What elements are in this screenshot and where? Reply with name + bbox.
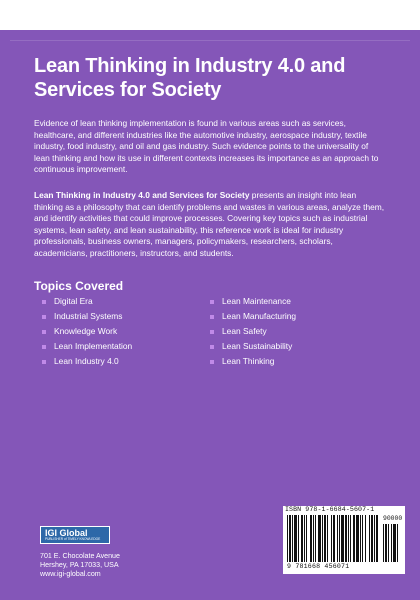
publisher-block — [40, 526, 190, 586]
topic-item-knowledge-work — [34, 324, 184, 339]
square-bullet-icon — [210, 300, 214, 304]
topic-item-industrial-systems — [34, 309, 184, 324]
topic-label: Lean Maintenance — [222, 296, 291, 306]
top-white-strip — [0, 0, 420, 30]
topic-label: Lean Sustainability — [222, 341, 293, 351]
square-bullet-icon — [42, 330, 46, 334]
description-book-title: Lean Thinking in Industry 4.0 and Services for Society — [34, 190, 250, 200]
topic-item-lean-maintenance — [202, 294, 352, 309]
square-bullet-icon — [42, 300, 46, 304]
book-title — [34, 54, 394, 102]
topic-item-digital-era — [34, 294, 184, 309]
topic-label: Digital Era — [54, 296, 93, 306]
topics-list — [34, 294, 374, 369]
square-bullet-icon — [210, 345, 214, 349]
topic-label: Lean Thinking — [222, 356, 275, 366]
square-bullet-icon — [210, 315, 214, 319]
book-title-line-2: Services for Society — [34, 79, 222, 101]
square-bullet-icon — [210, 330, 214, 334]
square-bullet-icon — [42, 360, 46, 364]
isbn-label: ISBN 978-1-6684-5607-1 — [285, 506, 375, 513]
isbn-barcode-block — [283, 506, 405, 574]
barcode-addon-icon — [383, 524, 401, 562]
square-bullet-icon — [42, 315, 46, 319]
topic-item-lean-sustainability — [202, 339, 352, 354]
topics-left-column — [34, 294, 184, 369]
topic-item-lean-industry-4-0 — [34, 354, 184, 369]
topic-label: Lean Industry 4.0 — [54, 356, 119, 366]
topic-label: Lean Safety — [222, 326, 267, 336]
barcode-digits: 9 781668 456071 — [287, 563, 350, 570]
topic-label: Knowledge Work — [54, 326, 118, 336]
topic-item-lean-implementation — [34, 339, 184, 354]
topic-label: Lean Implementation — [54, 341, 133, 351]
topic-item-lean-thinking — [202, 354, 352, 369]
topic-label: Lean Manufacturing — [222, 311, 297, 321]
square-bullet-icon — [210, 360, 214, 364]
igi-global-logo — [40, 526, 110, 544]
topic-item-lean-manufacturing — [202, 309, 352, 324]
publisher-logo-text: IGI Global — [45, 528, 88, 538]
cover-top-divider — [10, 40, 410, 41]
barcode-addon-digits: 90000 — [383, 515, 403, 522]
barcode-icon — [287, 515, 378, 562]
topic-label: Industrial Systems — [54, 311, 123, 321]
description-paragraph-2 — [34, 190, 386, 260]
description-paragraph-1: Evidence of lean thinking implementation is found in various areas such as services, healthcare, and different industries like the automotive industry, aerospace industry, textile industry, food industry, and oil and gas industry. Such evidence points to the universality of lean thinking and how its use in different contexts increases its importance as an approach to continuous improvement. — [34, 118, 379, 175]
topics-right-column — [202, 294, 352, 369]
square-bullet-icon — [42, 345, 46, 349]
publisher-address-line-1: 701 E. Chocolate Avenue — [40, 552, 120, 560]
publisher-website: www.igi-global.com — [40, 570, 101, 578]
topic-item-lean-safety — [202, 324, 352, 339]
topics-heading: Topics Covered — [34, 279, 124, 293]
description-paragraph-2-text: presents an insight into lean thinking as a philosophy that can identify problems and wastes in various areas, analyze them, and identify activities that could improve processes. Covering key topics such as industrial systems, lean safety, and lean sustainability, this reference work is ideal for industry professionals, business owners, managers, policymakers, researchers, scholars, academicians, practitioners, instructors, and students. — [34, 190, 385, 258]
publisher-address-line-2: Hershey, PA 17033, USA — [40, 561, 119, 569]
publisher-tagline: PUBLISHER of TIMELY KNOWLEDGE — [45, 537, 101, 541]
book-title-line-1: Lean Thinking in Industry 4.0 and — [34, 55, 346, 77]
